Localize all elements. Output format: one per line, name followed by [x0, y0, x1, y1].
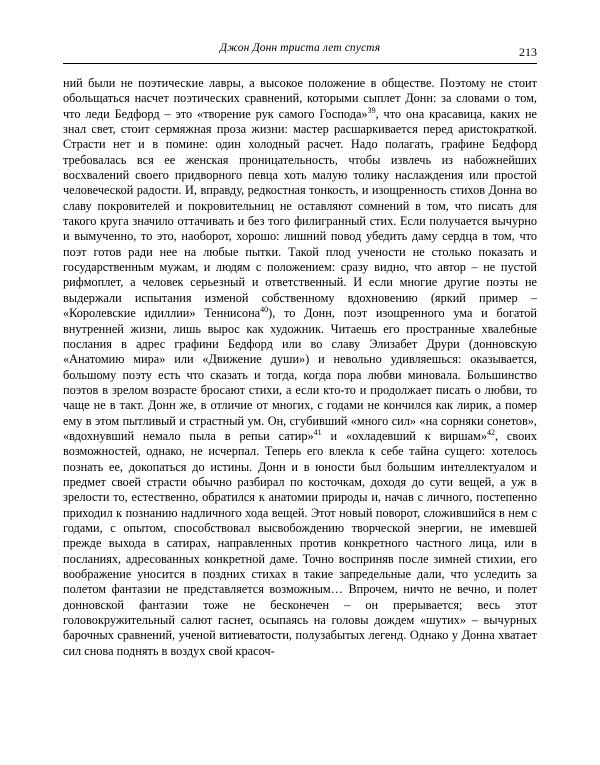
page-header: [63, 42, 537, 60]
page-number: 213: [519, 45, 537, 59]
running-title: Джон Донн триста лет спустя: [219, 42, 381, 54]
body-text: [63, 76, 537, 659]
paragraph: [63, 76, 537, 659]
header-rule: [63, 63, 537, 64]
paragraph-text: ний были не поэтические лавры, а высокое положение в обществе. Поэтому не стоит обольщаться насчет поэтических сравнений, которыми сыплет Донн: за словами о том, что леди Бедфорд – это «творение рук самого Господа»$^{39}$, что она красавица, каких не знал свет, стоит сермяжная проза жизни: мастер расшаркивается перед аристократкой. Страсти нет и в помине: один холодный расчет. Надо полагать, графине Бедфорд требовалась вся ее женская проницательность, чтобы извлечь из набожнейших восхвалений своего придворного певца хоть малую толику наслаждения или простой человеческой радости. И, вправду, редкостная тонкость, и изощренность стихов Донна во славу покровителей и покровительниц не оставляют сомнений в том, что писать для такого круга значило оттачивать и без того филигранный стих. Если получается вычурно и вымученно, то это, наоборот, хорошо: лишний повод убедить даму сердца в том, что поэт готов ради нее на любые пытки. Такой плод учености не столько показать и государственным мужам, и людям с положением: сразу видно, что автор – не пустой рифмоплет, а человек серьезный и ответственный. И если многие другие поэты не выдержали испытания изменой собственному вдохновению (яркий пример – «Королевские идиллии» Теннисона$^{40}$), то Донн, поэт изощренного ума и богатой внутренней жизни, лишь вырос как художник. Читаешь его пространные хвалебные послания в адрес графини Бедфорд или во славу Элизабет Друри (донновскую «Анатомию мира» или «Движение души») и невольно удивляешься: оказывается, большому поэту есть что сказать и тогда, когда пора любви миновала. Большинство поэтов в зрелом возрасте бросают стихи, а если кто-то и продолжает писать о любви, то чаще не в такт. Донн же, в отличие от многих, с годами не кончился как лирик, а помер ему в этом пытливый и страстный ум. Он, сгубивший «много сил» «на сорняки сонетов», «вдохнувший немало пыла в репьи сатир»$^{41}$ и «охладевший к виршам»$^{42}$, своих возможностей, однако, не исчерпал. Теперь его влекла к себе тайна сущего: хотелось познать ее, докопаться до истины. Донн и в юности был большим интеллектуалом и предмет своей страсти обычно разбирал по косточкам, доходя до сути вещей, а уж в зрелости то, естественно, обратился к анатомии природы и, начав с личного, постепенно приходил к познанию надличного хода вещей. Этот новый поворот, сложившийся в нем с годами, с опытом, способствовал высвобождению творческой энергии, не имевшей прежде выхода в сатирах, направленных против конкретного частного лица, или в посланиях, адресованных конкретной даме. Точно восприняв после зимней стихии, его воображение уносится в поздних стихах в такие запредельные дали, что уследить за полетом фантазии не представляется возможным… Впрочем, ничто не вечно, и полет донновской фантазии тоже не бесконечен – он прерывается; весь этот головокружительный салют гаснет, осыпаясь на головы дождем «шутих» – вычурных барочных сравнений, ученой витиеватости, полузабытых легенд. Однако у Донна хватает сил снова поднять в воздух свой красоч-: [63, 76, 538, 658]
